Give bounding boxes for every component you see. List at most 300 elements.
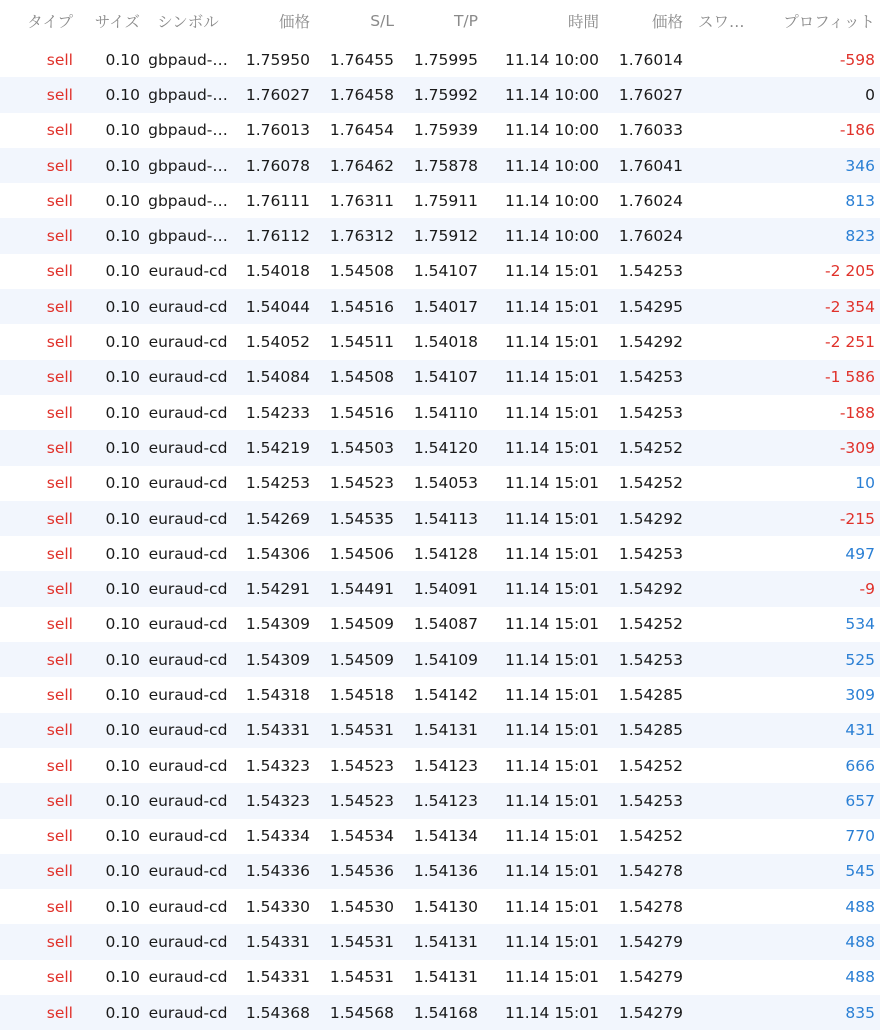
- table-row[interactable]: [0, 148, 880, 183]
- current-price-cell: 1.54279: [618, 968, 683, 987]
- position-size-cell: 0.10: [105, 827, 140, 846]
- position-type-cell: sell: [46, 580, 73, 599]
- position-size-cell: 0.10: [105, 85, 140, 104]
- profit-cell: 0: [865, 85, 875, 104]
- swap-cell: [698, 748, 760, 783]
- swap-cell: [698, 854, 760, 889]
- table-body: [0, 42, 880, 1030]
- open-price-cell: 1.54219: [245, 438, 310, 457]
- position-symbol-cell: euraud-cd: [148, 933, 228, 952]
- take-profit-cell: 1.54131: [413, 933, 478, 952]
- position-size-cell: 0.10: [105, 968, 140, 987]
- profit-cell: 813: [845, 191, 875, 210]
- stop-loss-cell: 1.54531: [329, 933, 394, 952]
- take-profit-cell: 1.54168: [413, 1003, 478, 1022]
- stop-loss-cell: 1.54568: [329, 1003, 394, 1022]
- open-time-cell: 11.14 15:01: [505, 1003, 599, 1022]
- position-symbol-cell: euraud-cd: [148, 721, 228, 740]
- open-time-cell: 11.14 10:00: [505, 227, 599, 246]
- swap-cell: [698, 783, 760, 818]
- position-type-cell: sell: [46, 650, 73, 669]
- open-price-cell: 1.54323: [245, 756, 310, 775]
- table-row[interactable]: [0, 113, 880, 148]
- column-header-price[interactable]: 価格: [278, 13, 310, 31]
- swap-cell: [698, 924, 760, 959]
- open-time-cell: 11.14 15:01: [505, 791, 599, 810]
- position-symbol-cell: euraud-cd: [148, 862, 228, 881]
- table-row[interactable]: [0, 42, 880, 77]
- position-symbol-cell: euraud-cd: [148, 615, 228, 634]
- stop-loss-cell: 1.54523: [329, 756, 394, 775]
- profit-cell: 525: [845, 650, 875, 669]
- stop-loss-cell: 1.76454: [329, 121, 394, 140]
- position-size-cell: 0.10: [105, 897, 140, 916]
- open-price-cell: 1.54323: [245, 791, 310, 810]
- swap-cell: [698, 889, 760, 924]
- open-price-cell: 1.54309: [245, 650, 310, 669]
- take-profit-cell: 1.54131: [413, 968, 478, 987]
- position-symbol-cell: euraud-cd: [148, 403, 228, 422]
- position-size-cell: 0.10: [105, 333, 140, 352]
- profit-cell: 835: [845, 1003, 875, 1022]
- stop-loss-cell: 1.54523: [329, 474, 394, 493]
- open-time-cell: 11.14 15:01: [505, 827, 599, 846]
- current-price-cell: 1.76024: [618, 191, 683, 210]
- position-type-cell: sell: [46, 50, 73, 69]
- swap-cell: [698, 254, 760, 289]
- open-price-cell: 1.54018: [245, 262, 310, 281]
- position-type-cell: sell: [46, 756, 73, 775]
- position-size-cell: 0.10: [105, 1003, 140, 1022]
- open-time-cell: 11.14 15:01: [505, 685, 599, 704]
- open-time-cell: 11.14 15:01: [505, 721, 599, 740]
- current-price-cell: 1.76014: [618, 50, 683, 69]
- position-symbol-cell: euraud-cd: [148, 650, 228, 669]
- swap-cell: [698, 642, 760, 677]
- open-time-cell: 11.14 15:01: [505, 297, 599, 316]
- swap-cell: [698, 713, 760, 748]
- current-price-cell: 1.54278: [618, 897, 683, 916]
- position-symbol-cell: euraud-cd: [148, 509, 228, 528]
- profit-cell: -309: [839, 438, 875, 457]
- table-row[interactable]: [0, 466, 880, 501]
- swap-cell: [698, 148, 760, 183]
- position-symbol-cell: euraud-cd: [148, 897, 228, 916]
- stop-loss-cell: 1.76311: [329, 191, 394, 210]
- open-time-cell: 11.14 15:01: [505, 580, 599, 599]
- position-type-cell: sell: [46, 544, 73, 563]
- position-size-cell: 0.10: [105, 721, 140, 740]
- position-type-cell: sell: [46, 615, 73, 634]
- open-time-cell: 11.14 15:01: [505, 368, 599, 387]
- position-type-cell: sell: [46, 438, 73, 457]
- table-row[interactable]: [0, 77, 880, 112]
- swap-cell: [698, 466, 760, 501]
- column-header-tp[interactable]: T/P: [453, 12, 478, 30]
- take-profit-cell: 1.54110: [413, 403, 478, 422]
- position-symbol-cell: euraud-cd: [148, 580, 228, 599]
- table-row[interactable]: [0, 430, 880, 465]
- swap-cell: [698, 677, 760, 712]
- open-price-cell: 1.54331: [245, 933, 310, 952]
- open-time-cell: 11.14 15:01: [505, 862, 599, 881]
- profit-cell: 488: [845, 933, 875, 952]
- stop-loss-cell: 1.54509: [329, 615, 394, 634]
- swap-cell: [698, 995, 760, 1030]
- current-price-cell: 1.54253: [618, 791, 683, 810]
- take-profit-cell: 1.54123: [413, 756, 478, 775]
- position-size-cell: 0.10: [105, 297, 140, 316]
- table-row[interactable]: [0, 324, 880, 359]
- table-row[interactable]: [0, 748, 880, 783]
- current-price-cell: 1.54252: [618, 827, 683, 846]
- position-size-cell: 0.10: [105, 756, 140, 775]
- current-price-cell: 1.54279: [618, 933, 683, 952]
- take-profit-cell: 1.54107: [413, 368, 478, 387]
- current-price-cell: 1.76041: [618, 156, 683, 175]
- open-time-cell: 11.14 15:01: [505, 403, 599, 422]
- current-price-cell: 1.54279: [618, 1003, 683, 1022]
- position-symbol-cell: gbpaud-…: [148, 156, 228, 175]
- current-price-cell: 1.54295: [618, 297, 683, 316]
- take-profit-cell: 1.54107: [413, 262, 478, 281]
- stop-loss-cell: 1.54530: [329, 897, 394, 916]
- open-price-cell: 1.54044: [245, 297, 310, 316]
- profit-cell: 823: [845, 227, 875, 246]
- position-size-cell: 0.10: [105, 685, 140, 704]
- take-profit-cell: 1.54131: [413, 721, 478, 740]
- stop-loss-cell: 1.54523: [329, 791, 394, 810]
- open-time-cell: 11.14 15:01: [505, 933, 599, 952]
- table-row[interactable]: [0, 183, 880, 218]
- stop-loss-cell: 1.54511: [329, 333, 394, 352]
- position-type-cell: sell: [46, 227, 73, 246]
- open-price-cell: 1.54318: [245, 685, 310, 704]
- profit-cell: 666: [845, 756, 875, 775]
- table-row[interactable]: [0, 360, 880, 395]
- column-header-type[interactable]: タイプ: [27, 13, 73, 31]
- table-row[interactable]: [0, 677, 880, 712]
- position-type-cell: sell: [46, 403, 73, 422]
- position-symbol-cell: euraud-cd: [148, 791, 228, 810]
- stop-loss-cell: 1.76455: [329, 50, 394, 69]
- swap-cell: [698, 430, 760, 465]
- position-type-cell: sell: [46, 897, 73, 916]
- current-price-cell: 1.54292: [618, 333, 683, 352]
- current-price-cell: 1.76027: [618, 85, 683, 104]
- position-symbol-cell: euraud-cd: [148, 262, 228, 281]
- table-row[interactable]: [0, 889, 880, 924]
- swap-cell: [698, 536, 760, 571]
- swap-cell: [698, 501, 760, 536]
- position-type-cell: sell: [46, 933, 73, 952]
- column-header-profit[interactable]: プロフィット: [783, 13, 875, 31]
- open-price-cell: 1.54306: [245, 544, 310, 563]
- current-price-cell: 1.54253: [618, 368, 683, 387]
- position-size-cell: 0.10: [105, 544, 140, 563]
- open-time-cell: 11.14 15:01: [505, 262, 599, 281]
- position-symbol-cell: euraud-cd: [148, 368, 228, 387]
- profit-cell: -186: [839, 121, 875, 140]
- open-price-cell: 1.54330: [245, 897, 310, 916]
- current-price-cell: 1.54253: [618, 544, 683, 563]
- position-type-cell: sell: [46, 121, 73, 140]
- stop-loss-cell: 1.54535: [329, 509, 394, 528]
- take-profit-cell: 1.54091: [413, 580, 478, 599]
- position-size-cell: 0.10: [105, 650, 140, 669]
- stop-loss-cell: 1.54534: [329, 827, 394, 846]
- position-size-cell: 0.10: [105, 156, 140, 175]
- take-profit-cell: 1.54123: [413, 791, 478, 810]
- table-row[interactable]: [0, 571, 880, 606]
- take-profit-cell: 1.54109: [413, 650, 478, 669]
- stop-loss-cell: 1.76462: [329, 156, 394, 175]
- column-header-sl[interactable]: S/L: [370, 12, 394, 30]
- table-row[interactable]: [0, 854, 880, 889]
- table-row[interactable]: [0, 642, 880, 677]
- position-type-cell: sell: [46, 85, 73, 104]
- position-size-cell: 0.10: [105, 580, 140, 599]
- table-row[interactable]: [0, 218, 880, 253]
- position-type-cell: sell: [46, 368, 73, 387]
- take-profit-cell: 1.54113: [413, 509, 478, 528]
- stop-loss-cell: 1.54531: [329, 721, 394, 740]
- column-header-swap[interactable]: スワ…: [698, 13, 745, 31]
- open-time-cell: 11.14 15:01: [505, 544, 599, 563]
- position-type-cell: sell: [46, 721, 73, 740]
- current-price-cell: 1.54278: [618, 862, 683, 881]
- profit-cell: -598: [839, 50, 875, 69]
- position-symbol-cell: euraud-cd: [148, 968, 228, 987]
- swap-cell: [698, 289, 760, 324]
- profit-cell: -2 251: [825, 333, 875, 352]
- open-price-cell: 1.54233: [245, 403, 310, 422]
- table-row[interactable]: [0, 501, 880, 536]
- swap-cell: [698, 42, 760, 77]
- position-size-cell: 0.10: [105, 791, 140, 810]
- position-size-cell: 0.10: [105, 121, 140, 140]
- table-row[interactable]: [0, 713, 880, 748]
- position-symbol-cell: euraud-cd: [148, 1003, 228, 1022]
- take-profit-cell: 1.75912: [413, 227, 478, 246]
- current-price-cell: 1.54292: [618, 509, 683, 528]
- current-price-cell: 1.76033: [618, 121, 683, 140]
- open-time-cell: 11.14 15:01: [505, 756, 599, 775]
- profit-cell: 346: [845, 156, 875, 175]
- position-symbol-cell: gbpaud-…: [148, 50, 228, 69]
- open-price-cell: 1.54084: [245, 368, 310, 387]
- table-row[interactable]: [0, 960, 880, 995]
- table-row[interactable]: [0, 995, 880, 1030]
- current-price-cell: 1.54253: [618, 403, 683, 422]
- table-row[interactable]: [0, 395, 880, 430]
- position-size-cell: 0.10: [105, 438, 140, 457]
- position-type-cell: sell: [46, 827, 73, 846]
- swap-cell: [698, 324, 760, 359]
- swap-cell: [698, 395, 760, 430]
- swap-cell: [698, 113, 760, 148]
- position-symbol-cell: euraud-cd: [148, 827, 228, 846]
- current-price-cell: 1.54252: [618, 474, 683, 493]
- table-row[interactable]: [0, 289, 880, 324]
- profit-cell: -215: [839, 509, 875, 528]
- open-time-cell: 11.14 10:00: [505, 191, 599, 210]
- position-symbol-cell: euraud-cd: [148, 474, 228, 493]
- position-symbol-cell: euraud-cd: [148, 685, 228, 704]
- position-type-cell: sell: [46, 262, 73, 281]
- stop-loss-cell: 1.54503: [329, 438, 394, 457]
- swap-cell: [698, 360, 760, 395]
- position-size-cell: 0.10: [105, 50, 140, 69]
- profit-cell: -2 354: [825, 297, 875, 316]
- position-size-cell: 0.10: [105, 615, 140, 634]
- position-size-cell: 0.10: [105, 191, 140, 210]
- stop-loss-cell: 1.54531: [329, 968, 394, 987]
- swap-cell: [698, 607, 760, 642]
- table-row[interactable]: [0, 819, 880, 854]
- current-price-cell: 1.54253: [618, 650, 683, 669]
- take-profit-cell: 1.54134: [413, 827, 478, 846]
- position-symbol-cell: gbpaud-…: [148, 121, 228, 140]
- current-price-cell: 1.54285: [618, 721, 683, 740]
- take-profit-cell: 1.54128: [413, 544, 478, 563]
- open-time-cell: 11.14 10:00: [505, 121, 599, 140]
- open-time-cell: 11.14 15:01: [505, 650, 599, 669]
- take-profit-cell: 1.54017: [413, 297, 478, 316]
- position-size-cell: 0.10: [105, 933, 140, 952]
- current-price-cell: 1.54285: [618, 685, 683, 704]
- open-price-cell: 1.54052: [245, 333, 310, 352]
- take-profit-cell: 1.54142: [413, 685, 478, 704]
- take-profit-cell: 1.54053: [413, 474, 478, 493]
- open-time-cell: 11.14 10:00: [505, 156, 599, 175]
- stop-loss-cell: 1.76312: [329, 227, 394, 246]
- position-symbol-cell: euraud-cd: [148, 297, 228, 316]
- take-profit-cell: 1.54136: [413, 862, 478, 881]
- position-symbol-cell: euraud-cd: [148, 544, 228, 563]
- stop-loss-cell: 1.54491: [329, 580, 394, 599]
- profit-cell: 770: [845, 827, 875, 846]
- position-size-cell: 0.10: [105, 368, 140, 387]
- table-row[interactable]: [0, 783, 880, 818]
- stop-loss-cell: 1.54518: [329, 685, 394, 704]
- position-type-cell: sell: [46, 297, 73, 316]
- position-symbol-cell: euraud-cd: [148, 438, 228, 457]
- stop-loss-cell: 1.54508: [329, 262, 394, 281]
- open-price-cell: 1.54334: [245, 827, 310, 846]
- take-profit-cell: 1.54130: [413, 897, 478, 916]
- profit-cell: 545: [845, 862, 875, 881]
- table-row[interactable]: [0, 607, 880, 642]
- table-row[interactable]: [0, 254, 880, 289]
- open-price-cell: 1.76112: [245, 227, 310, 246]
- column-header-size[interactable]: サイズ: [94, 13, 140, 31]
- swap-cell: [698, 183, 760, 218]
- position-symbol-cell: gbpaud-…: [148, 227, 228, 246]
- open-price-cell: 1.76013: [245, 121, 310, 140]
- open-time-cell: 11.14 15:01: [505, 615, 599, 634]
- open-time-cell: 11.14 10:00: [505, 50, 599, 69]
- profit-cell: -188: [839, 403, 875, 422]
- profit-cell: 534: [845, 615, 875, 634]
- profit-cell: 431: [845, 721, 875, 740]
- table-header: [0, 0, 880, 42]
- position-symbol-cell: euraud-cd: [148, 756, 228, 775]
- profit-cell: 657: [845, 791, 875, 810]
- open-price-cell: 1.54331: [245, 968, 310, 987]
- current-price-cell: 1.54252: [618, 438, 683, 457]
- open-price-cell: 1.54269: [245, 509, 310, 528]
- open-price-cell: 1.54309: [245, 615, 310, 634]
- position-symbol-cell: gbpaud-…: [148, 85, 228, 104]
- table-row[interactable]: [0, 536, 880, 571]
- position-type-cell: sell: [46, 474, 73, 493]
- stop-loss-cell: 1.76458: [329, 85, 394, 104]
- position-type-cell: sell: [46, 333, 73, 352]
- open-price-cell: 1.54291: [245, 580, 310, 599]
- open-time-cell: 11.14 15:01: [505, 438, 599, 457]
- position-size-cell: 0.10: [105, 262, 140, 281]
- current-price-cell: 1.54292: [618, 580, 683, 599]
- swap-cell: [698, 960, 760, 995]
- profit-cell: 309: [845, 685, 875, 704]
- position-type-cell: sell: [46, 862, 73, 881]
- open-price-cell: 1.75950: [245, 50, 310, 69]
- open-price-cell: 1.54253: [245, 474, 310, 493]
- swap-cell: [698, 218, 760, 253]
- open-price-cell: 1.54336: [245, 862, 310, 881]
- column-header-time[interactable]: 時間: [567, 13, 599, 31]
- position-size-cell: 0.10: [105, 403, 140, 422]
- profit-cell: -2 205: [825, 262, 875, 281]
- open-time-cell: 11.14 10:00: [505, 85, 599, 104]
- take-profit-cell: 1.75992: [413, 85, 478, 104]
- take-profit-cell: 1.54087: [413, 615, 478, 634]
- stop-loss-cell: 1.54506: [329, 544, 394, 563]
- position-size-cell: 0.10: [105, 474, 140, 493]
- stop-loss-cell: 1.54516: [329, 297, 394, 316]
- position-type-cell: sell: [46, 156, 73, 175]
- open-time-cell: 11.14 15:01: [505, 474, 599, 493]
- table-row[interactable]: [0, 924, 880, 959]
- profit-cell: -9: [859, 580, 875, 599]
- current-price-cell: 1.76024: [618, 227, 683, 246]
- stop-loss-cell: 1.54508: [329, 368, 394, 387]
- position-size-cell: 0.10: [105, 227, 140, 246]
- profit-cell: -1 586: [825, 368, 875, 387]
- position-size-cell: 0.10: [105, 509, 140, 528]
- swap-cell: [698, 571, 760, 606]
- column-header-current-price[interactable]: 価格: [651, 13, 683, 31]
- stop-loss-cell: 1.54516: [329, 403, 394, 422]
- profit-cell: 10: [855, 474, 875, 493]
- take-profit-cell: 1.75939: [413, 121, 478, 140]
- take-profit-cell: 1.75995: [413, 50, 478, 69]
- position-size-cell: 0.10: [105, 862, 140, 881]
- position-type-cell: sell: [46, 1003, 73, 1022]
- open-time-cell: 11.14 15:01: [505, 968, 599, 987]
- current-price-cell: 1.54253: [618, 262, 683, 281]
- current-price-cell: 1.54252: [618, 615, 683, 634]
- swap-cell: [698, 819, 760, 854]
- take-profit-cell: 1.75878: [413, 156, 478, 175]
- profit-cell: 488: [845, 897, 875, 916]
- open-time-cell: 11.14 15:01: [505, 509, 599, 528]
- column-header-symbol[interactable]: シンボル: [157, 13, 219, 31]
- take-profit-cell: 1.54120: [413, 438, 478, 457]
- open-price-cell: 1.54368: [245, 1003, 310, 1022]
- position-symbol-cell: euraud-cd: [148, 333, 228, 352]
